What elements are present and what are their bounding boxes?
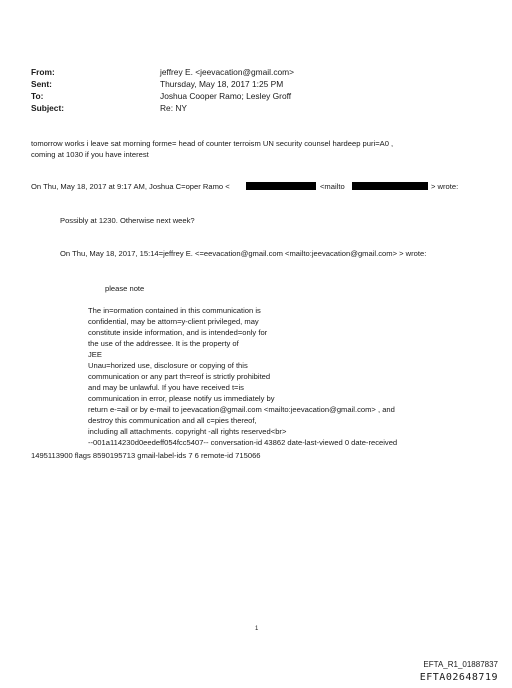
subject-label: Subject: bbox=[31, 103, 65, 113]
from-label: From: bbox=[31, 67, 55, 77]
efta-large-stamp: EFTA02648719 bbox=[419, 672, 498, 683]
body-line-1: tomorrow works i leave sat morning forme= head of counter terroism UN security counsel hardeep puri=A0 , bbox=[31, 139, 394, 148]
disclaimer-line: communication or any part th=reof is strictly prohibited bbox=[88, 372, 271, 381]
quote-1-prefix: On Thu, May 18, 2017 at 9:17 AM, Joshua C=oper Ramo < bbox=[31, 182, 230, 191]
to-value: Joshua Cooper Ramo; Lesley Groff bbox=[160, 91, 292, 101]
disclaimer-line: the use of the addressee. It is the property of bbox=[88, 339, 239, 348]
disclaimer-line: The in=ormation contained in this communication is bbox=[88, 306, 261, 315]
efta-small-stamp: EFTA_R1_01887837 bbox=[423, 660, 498, 669]
body-line-2: coming at 1030 if you have interest bbox=[31, 150, 149, 159]
from-value: jeffrey E. <jeevacation@gmail.com> bbox=[160, 67, 295, 77]
quote-2: On Thu, May 18, 2017, 15:14=jeffrey E. <=eevacation@gmail.com <mailto:jeevacation@gmail.com> > wrote: bbox=[60, 249, 427, 258]
please-note: please note bbox=[105, 284, 145, 293]
metadata-trailer: 1495113900 flags 8590195713 gmail-label-ids 7 6 remote-id 715066 bbox=[31, 451, 261, 460]
sent-value: Thursday, May 18, 2017 1:25 PM bbox=[160, 79, 284, 89]
disclaimer-line: Unau=horized use, disclosure or copying of this bbox=[88, 361, 248, 370]
redaction-box-1 bbox=[246, 182, 316, 190]
disclaimer-line: confidential, may be attorn=y-client privileged, may bbox=[88, 317, 259, 326]
redaction-box-2 bbox=[352, 182, 428, 190]
disclaimer-line: including all attachments. copyright -all rights reserved<br> bbox=[88, 427, 287, 436]
disclaimer-line: return e-=ail or by e-mail to jeevacation@gmail.com <mailto:jeevacation@gmail.com> , and bbox=[88, 405, 395, 414]
sent-label: Sent: bbox=[31, 79, 52, 89]
reply-1: Possibly at 1230. Otherwise next week? bbox=[60, 216, 195, 225]
quote-1-mailto: <mailto bbox=[320, 182, 345, 191]
to-label: To: bbox=[31, 91, 44, 101]
disclaimer-line: destroy this communication and all c=pies thereof, bbox=[88, 416, 257, 425]
disclaimer-line: communication in error, please notify us immediately by bbox=[88, 394, 275, 403]
disclaimer-line: constitute inside information, and is intended=only for bbox=[88, 328, 268, 337]
quote-1-suffix: > wrote: bbox=[431, 182, 459, 191]
disclaimer-line: and may be unlawful. If you have received t=is bbox=[88, 383, 244, 392]
disclaimer-line: --001a114230d0eedeff054fcc5407-- conversation-id 43862 date-last-viewed 0 date-received bbox=[88, 438, 398, 447]
subject-value: Re: NY bbox=[160, 103, 187, 113]
disclaimer-line: JEE bbox=[88, 350, 102, 359]
page-number: 1 bbox=[255, 626, 259, 632]
